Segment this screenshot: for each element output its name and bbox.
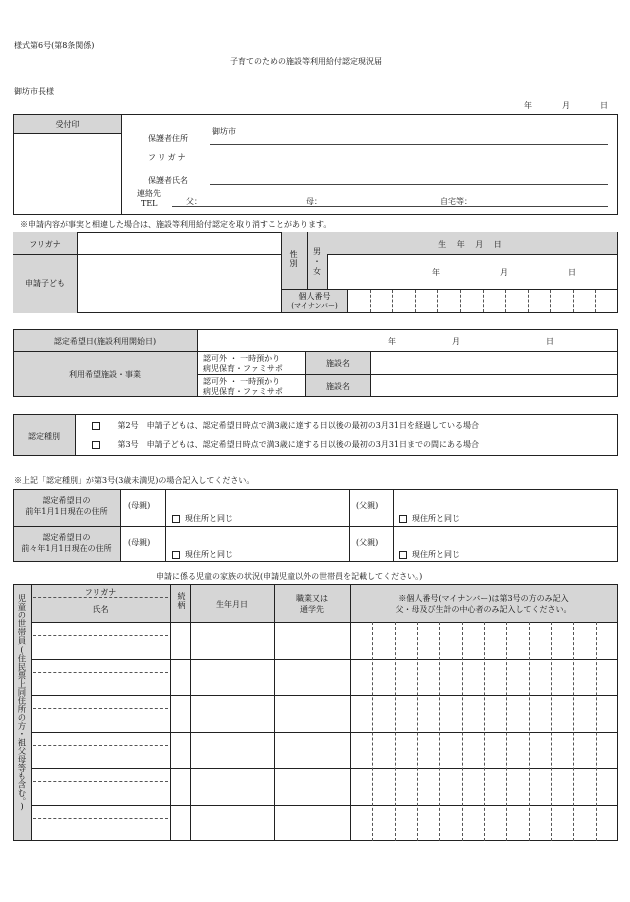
start-date-day[interactable]: 日 bbox=[546, 337, 554, 346]
facility-label: 利用希望施設・事業 bbox=[69, 370, 141, 379]
form-title: 子育てのための施設等利用給付認定現況届 bbox=[230, 57, 382, 66]
nintei-option-3[interactable] bbox=[92, 439, 479, 450]
mynumber-cell-divider bbox=[415, 290, 416, 312]
date-year-label: 年 bbox=[524, 101, 532, 110]
facility-name-label-1: 施設名 bbox=[326, 359, 350, 368]
child-name-field[interactable] bbox=[79, 255, 279, 311]
mynumber-cell-divider bbox=[370, 290, 371, 312]
addr-row1-father-same-label: 現住所と同じ bbox=[412, 514, 460, 523]
child-label: 申請子ども bbox=[25, 279, 65, 288]
addr-row1-mother-checkbox[interactable] bbox=[172, 515, 180, 523]
nintei-option-2[interactable] bbox=[92, 420, 479, 431]
contact-label: 連絡先 bbox=[137, 189, 161, 198]
addr-row2-father-checkbox[interactable] bbox=[399, 551, 407, 559]
mynumber-cell-divider bbox=[573, 290, 574, 312]
facility-name-label-2: 施設名 bbox=[326, 382, 350, 391]
addr-row1-father-same[interactable] bbox=[399, 513, 460, 524]
addr-row2-father-same-label: 現住所と同じ bbox=[412, 550, 460, 559]
family-col-job-a: 職業又は bbox=[296, 594, 328, 603]
form-number: 様式第6号(第8条関係) bbox=[14, 41, 95, 50]
sex-male[interactable]: 男 bbox=[313, 247, 321, 256]
addr-row1-label-b: 前年1月1日現在の住所 bbox=[25, 507, 108, 516]
sex-female[interactable]: 女 bbox=[313, 267, 321, 276]
addr-row1-father-label: (父親) bbox=[356, 501, 379, 510]
start-date-label: 認定希望日(施設利用開始日) bbox=[53, 337, 157, 346]
mynumber-cell-divider bbox=[437, 290, 438, 312]
start-date-month[interactable]: 月 bbox=[452, 337, 460, 346]
addr-row2-father-same[interactable] bbox=[399, 549, 460, 560]
addressee: 御坊市長様 bbox=[14, 87, 54, 96]
family-col-job-b: 通学先 bbox=[300, 605, 324, 614]
family-col-relation: 続柄 bbox=[177, 592, 186, 610]
family-mynumber-divider bbox=[484, 622, 485, 841]
family-title: 申請に係る児童の家族の状況(申請児童以外の世帯員を記載してください。) bbox=[156, 572, 423, 581]
sex-label: 性別 bbox=[289, 250, 298, 268]
father-tel-label: 父： bbox=[186, 197, 202, 206]
sex-separator: ・ bbox=[313, 257, 321, 266]
child-furigana-label: フリガナ bbox=[29, 240, 61, 249]
facility-name-field-1[interactable] bbox=[372, 353, 616, 373]
addr-row2-mother-checkbox[interactable] bbox=[172, 551, 180, 559]
addr-row1-label-a: 認定希望日の bbox=[42, 496, 91, 505]
nintei-option-2-label: 第2号 申請子どもは、認定希望日時点で満3歳に達する日以後の最初の3月31日を経過している場合 bbox=[117, 421, 479, 430]
family-col-birth: 生年月日 bbox=[216, 600, 248, 609]
address-history-note: ※上記「認定種別」が第3号(3歳未満児)の場合記入してください。 bbox=[14, 476, 255, 485]
facility-option-2a[interactable]: 認可外 ・ 一時預かり bbox=[203, 377, 281, 386]
nintei-option-3-checkbox[interactable] bbox=[92, 441, 100, 449]
mynumber-cell-divider bbox=[392, 290, 393, 312]
family-mynumber-divider bbox=[596, 622, 597, 841]
nintei-option-3-label: 第3号 申請子どもは、認定希望日時点で満3歳に達する日以後の最初の3月31日までの間にある場合 bbox=[117, 440, 479, 449]
addr-row2-mother-same[interactable] bbox=[172, 549, 233, 560]
family-col-mynumber-a: ※個人番号(マイナンバー)は第3号の方のみ記入 bbox=[398, 594, 569, 603]
tel-label: TEL bbox=[141, 199, 158, 208]
notice-text: ※申請内容が事実と相違した場合は、施設等利用給付認定を取り消すことがあります。 bbox=[20, 220, 332, 229]
family-mynumber-divider bbox=[529, 622, 530, 841]
addr-row2-mother-label: (母親) bbox=[128, 538, 151, 547]
facility-option-1b[interactable]: 病児保育・ファミサポ bbox=[203, 364, 283, 373]
family-mynumber-divider bbox=[439, 622, 440, 841]
mynumber-cell-divider bbox=[595, 290, 596, 312]
guardian-name-label: 保護者氏名 bbox=[148, 176, 188, 185]
facility-option-2b[interactable]: 病児保育・ファミサポ bbox=[203, 387, 283, 396]
mynumber-cell-divider bbox=[528, 290, 529, 312]
mynumber-cell-divider bbox=[483, 290, 484, 312]
family-mynumber-divider bbox=[551, 622, 552, 841]
addr-row2-mother-same-label: 現住所と同じ bbox=[185, 550, 233, 559]
family-col-furigana: フリガナ bbox=[84, 588, 117, 597]
address-field[interactable] bbox=[210, 144, 608, 145]
addr-row2-label-a: 認定希望日の bbox=[42, 533, 91, 542]
child-birth-year[interactable]: 年 bbox=[432, 268, 440, 277]
addr-row1-father-checkbox[interactable] bbox=[399, 515, 407, 523]
child-furigana-field[interactable] bbox=[79, 233, 279, 253]
nintei-option-2-checkbox[interactable] bbox=[92, 422, 100, 430]
address-label: 保護者住所 bbox=[148, 134, 188, 143]
guardian-name-field[interactable] bbox=[210, 184, 608, 185]
child-birth-month[interactable]: 月 bbox=[500, 268, 508, 277]
addr-row1-mother-label: (母親) bbox=[128, 501, 151, 510]
uketsuke-stamp-area[interactable] bbox=[14, 134, 120, 214]
addr-row2-label-b: 前々年1月1日現在の住所 bbox=[21, 544, 112, 553]
mynumber-cell-divider bbox=[460, 290, 461, 312]
mynumber-cell-divider bbox=[550, 290, 551, 312]
facility-name-field-2[interactable] bbox=[372, 376, 616, 396]
family-mynumber-divider bbox=[573, 622, 574, 841]
family-mynumber-divider bbox=[372, 622, 373, 841]
mother-tel-label: 母： bbox=[306, 197, 322, 206]
addr-row1-mother-same[interactable] bbox=[172, 513, 233, 524]
nintei-label: 認定種別 bbox=[28, 432, 60, 441]
address-value: 御坊市 bbox=[212, 127, 236, 136]
addr-row2-father-label: (父親) bbox=[356, 538, 379, 547]
family-col-name: 氏名 bbox=[92, 605, 109, 614]
mynumber-label: 個人番号 bbox=[298, 292, 331, 301]
date-month-label: 月 bbox=[562, 101, 570, 110]
family-mynumber-divider bbox=[462, 622, 463, 841]
start-date-year[interactable]: 年 bbox=[388, 337, 396, 346]
home-tel-label: 自宅等： bbox=[440, 197, 472, 206]
uketsuke-label: 受付印 bbox=[55, 120, 80, 129]
mynumber-sub-label: (マイナンバー) bbox=[291, 302, 338, 310]
birthdate-label: 生 年 月 日 bbox=[438, 240, 506, 249]
date-day-label: 日 bbox=[600, 101, 608, 110]
family-mynumber-divider bbox=[506, 622, 507, 841]
family-side-label: 児童の世帯員(住民票上同住所の方・祖父母等も含む。) bbox=[17, 594, 27, 812]
child-birth-day[interactable]: 日 bbox=[568, 268, 576, 277]
mynumber-cell-divider bbox=[505, 290, 506, 312]
furigana-label: フリガナ bbox=[148, 153, 188, 162]
facility-option-1a[interactable]: 認可外 ・ 一時預かり bbox=[203, 354, 281, 363]
addr-row1-mother-same-label: 現住所と同じ bbox=[185, 514, 233, 523]
family-mynumber-divider bbox=[417, 622, 418, 841]
family-col-mynumber-b: 父・母及び生計の中心者のみ記入してください。 bbox=[395, 605, 572, 614]
family-mynumber-divider bbox=[395, 622, 396, 841]
tel-field[interactable] bbox=[172, 206, 608, 207]
